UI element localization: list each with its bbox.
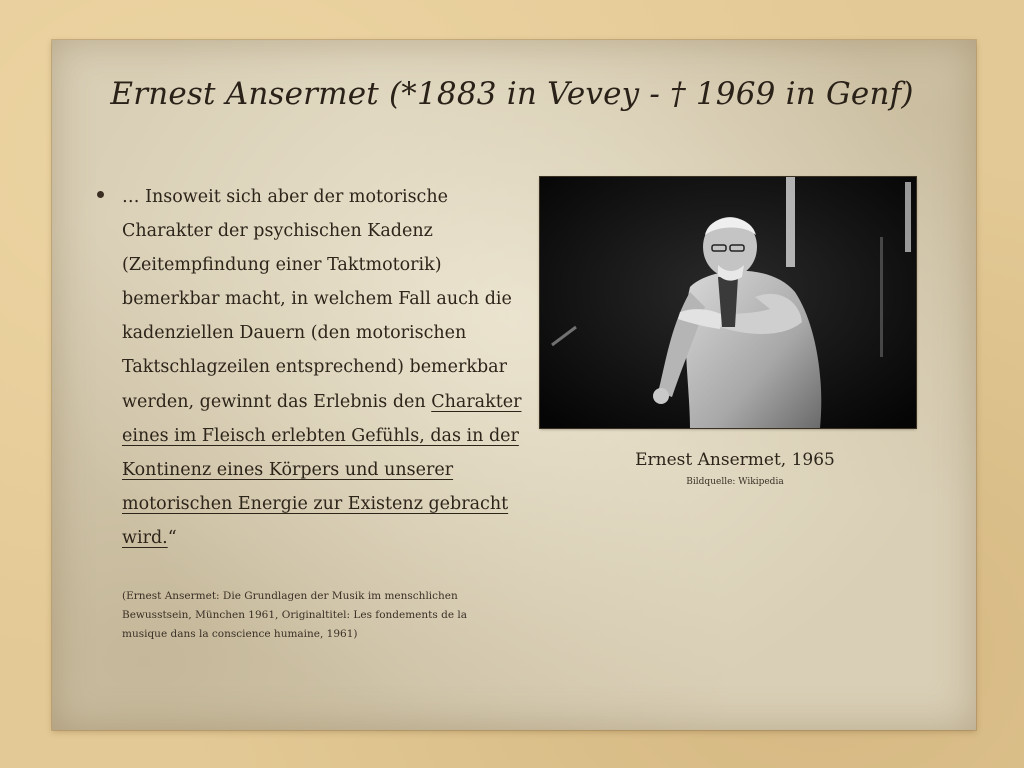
quote-citation: (Ernest Ansermet: Die Grundlagen der Musik im menschlichen Bewusstsein, München 1961, Originaltitel: Les fondements de la musique dans la conscience humaine, 1961): [122, 590, 467, 640]
photo-source: Bildquelle: Wikipedia: [686, 477, 784, 487]
conductor-photo: [540, 177, 916, 428]
conductor-photo-illustration: [540, 177, 916, 428]
slide-title: Ernest Ansermet (*1883 in Vevey - † 1969 in Genf): [110, 76, 914, 112]
photo-caption: Ernest Ansermet, 1965: [635, 450, 835, 470]
quote-underlined-text: Charakter eines im Fleisch erlebten Gefühls, das in der Kontinenz eines Körpers und unserer motorischen Energie zur Existenz gebracht wird.: [122, 391, 522, 548]
quote-closing-mark: “: [167, 527, 177, 548]
quote-plain-text: … Insoweit sich aber der motorische Charakter der psychischen Kadenz (Zeitempfindung einer Taktmotorik) bemerkbar macht, in welchem Fall auch die kadenziellen Dauern (den motorischen Taktschlagzeilen entsprechend) bemerkbar werden, gewinnt das Erlebnis den: [122, 187, 512, 412]
quote-text: [122, 180, 522, 555]
bullet-icon: [97, 191, 104, 198]
